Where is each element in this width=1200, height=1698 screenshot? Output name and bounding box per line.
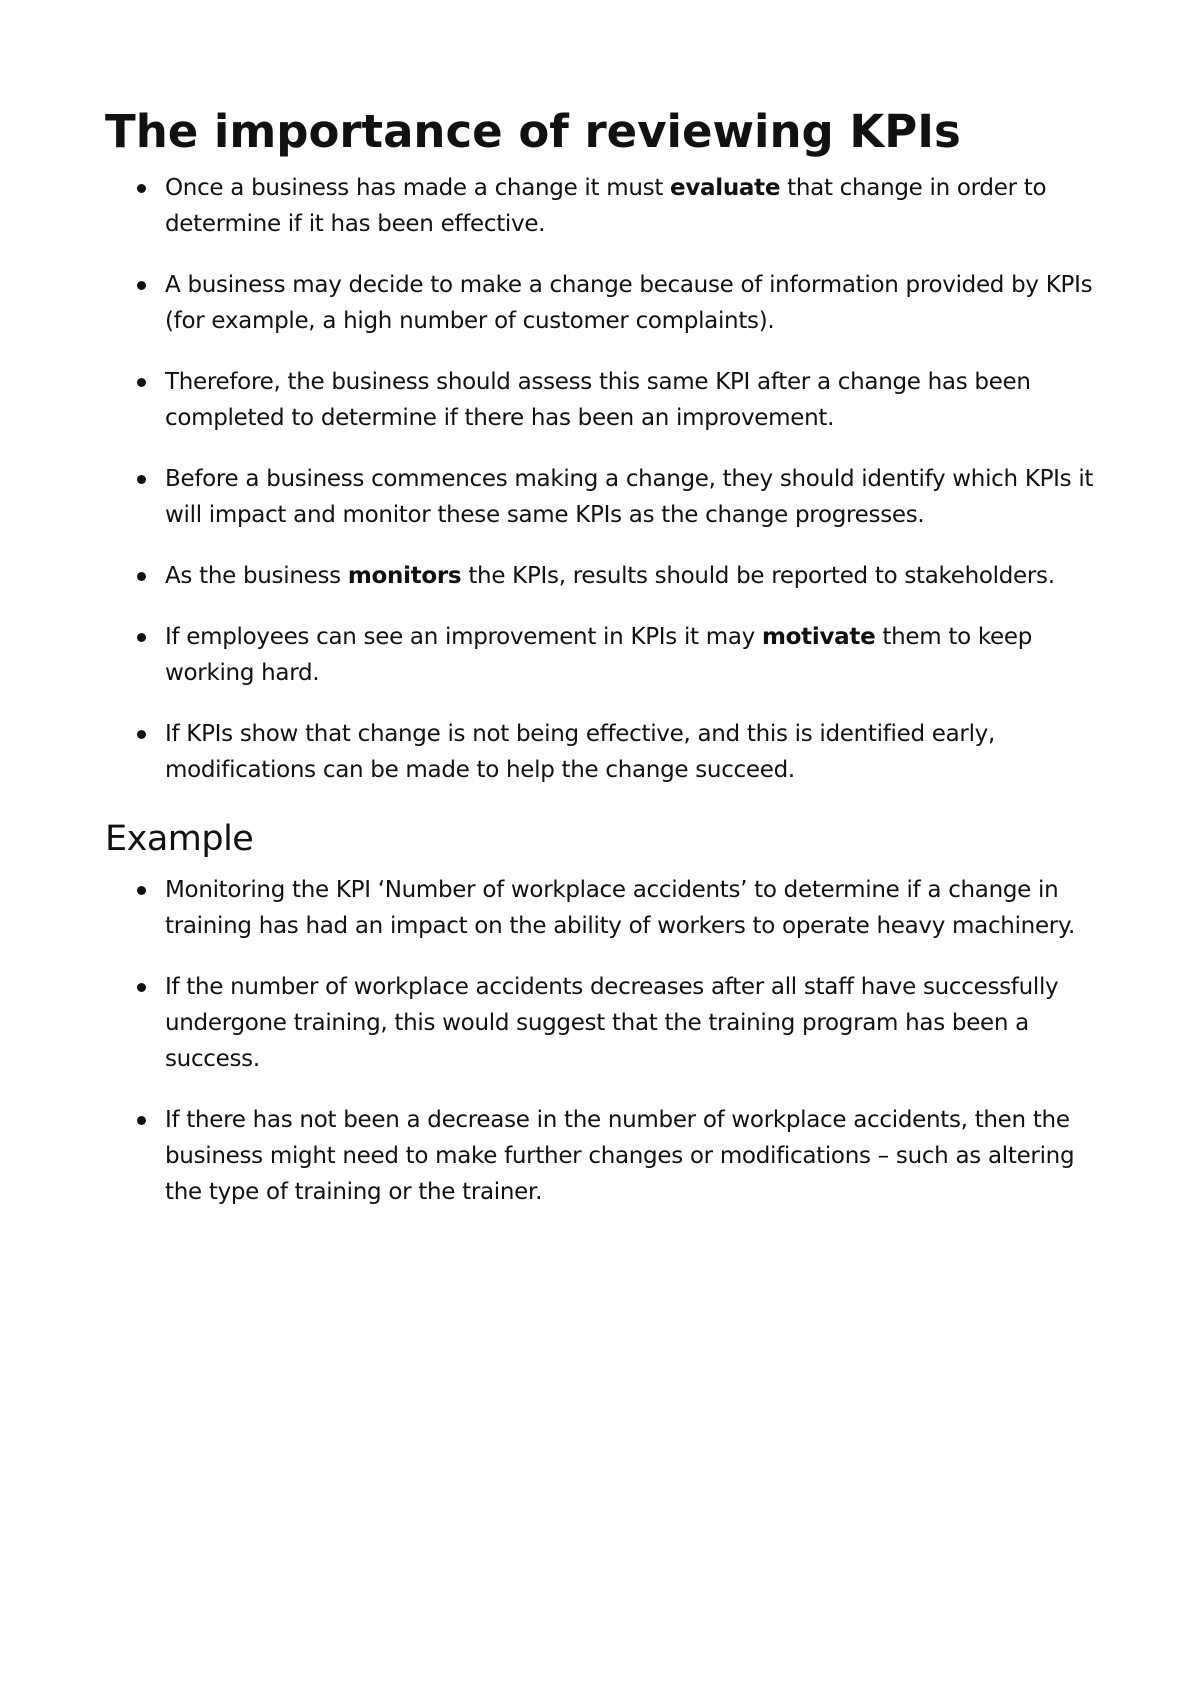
list-item-text: Therefore, the business should assess this same KPI after a change has been completed to determine if there has been an improvement. bbox=[165, 369, 1031, 432]
bullet-icon bbox=[137, 983, 146, 992]
list-item-text: If KPIs show that change is not being effective, and this is identified early, modifications can be made to help the change succeed. bbox=[165, 721, 996, 784]
list-item-text: Once a business has made a change it must bbox=[165, 175, 671, 202]
list-item-text: Before a business commences making a change, they should identify which KPIs it will impact and monitor these same KPIs as the change progresses. bbox=[165, 466, 1094, 529]
page-title: The importance of reviewing KPIs bbox=[105, 105, 961, 158]
list-item bbox=[105, 872, 1105, 944]
bullet-icon bbox=[137, 475, 146, 484]
list-item-bold: monitors bbox=[347, 563, 462, 590]
bullet-icon bbox=[137, 886, 146, 895]
list-item-text: A business may decide to make a change because of information provided by KPIs (for example, a high number of customer complaints). bbox=[165, 272, 1093, 335]
list-item-text: As the business bbox=[165, 563, 348, 590]
list-item bbox=[105, 716, 1105, 788]
bullet-icon bbox=[137, 378, 146, 387]
list-item-bold: motivate bbox=[762, 624, 876, 651]
list-item bbox=[105, 267, 1105, 339]
list-item bbox=[105, 170, 1105, 242]
bullet-icon bbox=[137, 633, 146, 642]
list-item-text: If employees can see an improvement in KPIs it may bbox=[165, 624, 763, 651]
section-heading-example: Example bbox=[105, 819, 254, 860]
list-item bbox=[105, 1102, 1105, 1210]
bullet-icon bbox=[137, 1116, 146, 1125]
list-item-text: the KPIs, results should be reported to stakeholders. bbox=[461, 563, 1055, 590]
list-item bbox=[105, 969, 1105, 1077]
bullet-icon bbox=[137, 572, 146, 581]
list-item-text: If the number of workplace accidents decreases after all staff have successfully undergone training, this would suggest that the training program has been a success. bbox=[165, 974, 1059, 1072]
bullet-icon bbox=[137, 281, 146, 290]
kpi-review-list bbox=[105, 170, 1105, 788]
list-item bbox=[105, 558, 1105, 594]
list-item-text: that change in order to determine if it has been effective. bbox=[165, 175, 1047, 238]
document-content bbox=[105, 104, 1105, 1235]
list-item bbox=[105, 364, 1105, 436]
list-item bbox=[105, 461, 1105, 533]
list-item-text: them to keep working hard. bbox=[165, 624, 1033, 687]
list-item-text: Monitoring the KPI ‘Number of workplace accidents’ to determine if a change in training has had an impact on the ability of workers to operate heavy machinery. bbox=[165, 877, 1075, 939]
list-item bbox=[105, 619, 1105, 691]
example-list bbox=[105, 872, 1105, 1210]
bullet-icon bbox=[137, 730, 146, 739]
list-item-text: If there has not been a decrease in the number of workplace accidents, then the business might need to make further changes or modifications – such as altering the type of training or the trainer. bbox=[165, 1107, 1075, 1205]
bullet-icon bbox=[137, 184, 146, 193]
list-item-bold: evaluate bbox=[670, 175, 781, 202]
